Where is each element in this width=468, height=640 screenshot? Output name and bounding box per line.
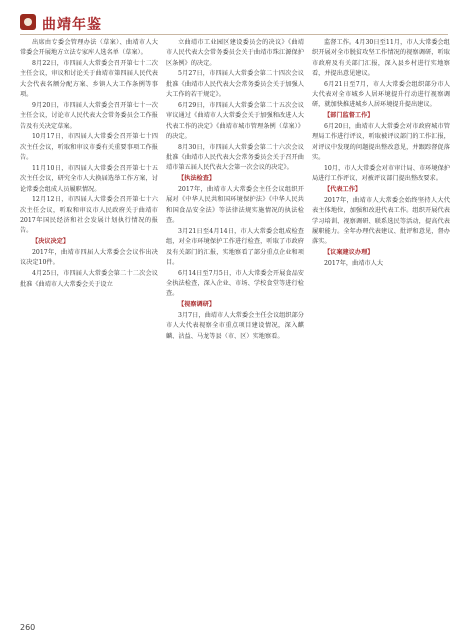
paragraph: 2017年，曲靖市四届人大常委会会议作出决议决定10件。 xyxy=(20,249,158,267)
paragraph: 4月25日，市四届人大常委会第二十二次会议批准《曲靖市人大常委会关于设立 xyxy=(20,270,158,288)
paragraph: 5月27日，市四届人大常委会第二十四次会议批准《曲靖市人民代表大会常务委员会关于加强人大工作的若干规定》。 xyxy=(166,70,304,99)
paragraph: 8月22日，市四届人大常委会召开第七十二次主任会议，审议和讨论关于曲靖市第四届人民代表大会代表名额分配方案、乡镇人大工作条例等事项。 xyxy=(20,60,158,99)
paragraph: 2017年，曲靖市人大 xyxy=(324,259,384,267)
text-column-2 xyxy=(166,38,304,620)
section-heading: 【议案建议办理】 xyxy=(324,249,374,257)
paragraph: 6月14日至7月5日，市人大常委会开展食品安全执法检查，深入企业、市场、学校食堂等进行检查。 xyxy=(166,269,304,298)
section-heading: 【决议决定】 xyxy=(32,238,70,246)
text-column-3 xyxy=(312,38,450,620)
paragraph: 3月7日，曲靖市人大常委会主任会议组织部分市人大代表视察全市重点项目建设情况，深入麒麟、沾益、马龙等县（市、区）实地察看。 xyxy=(166,312,304,340)
paragraph: 6月29日，市四届人大常委会第二十五次会议审议通过《曲靖市人大常委会关于加强和改进人大代表工作的决定》《曲靖市城市管理条例（草案）》的决定。 xyxy=(166,101,304,140)
body-text-columns xyxy=(20,38,450,620)
paragraph: 监督工作。4月30日至11月，市人大常委会组织开展对全市脱贫攻坚工作情况的视察调研，听取市政府及有关部门汇报，深入县乡村进行实地察看，并提出意见建议。 xyxy=(312,39,450,77)
paragraph: 立曲靖市工业园区建设委员会的决议》《曲靖市人民代表大会常务委员会关于曲靖市珠江源保护区条例》的决定。 xyxy=(166,39,304,67)
paragraph: 10月，市人大常委会对市审计局、市环境保护局进行工作评议，对被评议部门提出整改要求。 xyxy=(312,164,450,183)
paragraph: 12月12日，市四届人大常委会召开第七十六次主任会议，听取和审议市人民政府关于曲靖市2017年国民经济和社会发展计划执行情况的报告。 xyxy=(20,196,158,235)
paragraph: 出席由专委会管理办法（草案）、曲靖市人大常委会开展地方立法专家库人选名单（草案）。 xyxy=(20,39,158,57)
section-heading: 【代表工作】 xyxy=(324,186,362,194)
page-header xyxy=(20,12,448,36)
paragraph: 2017年，曲靖市人大常委会始终坚持人大代表主体地位，加强和改进代表工作。组织开展代表学习培训、视察调研、联系选民等活动，提高代表履职能力。全年办理代表建议、批评和意见，督办落实。 xyxy=(312,197,450,246)
section-heading: 【视察调研】 xyxy=(178,301,216,309)
paragraph: 6月21日至7月，市人大常委会组织部分市人大代表对全市城乡人居环境提升行动进行视察调研，就加快推进城乡人居环境提升提出建议。 xyxy=(312,80,450,109)
section-heading: 【执法检查】 xyxy=(178,175,216,183)
paragraph: 11月10日，市四届人大常委会召开第七十五次主任会议，研究全市人大换届选举工作方案，讨论常委会组成人员履职情况。 xyxy=(20,164,158,193)
paragraph: 8月30日，市四届人大常委会第二十六次会议批准《曲靖市人民代表大会常务委员会关于召开曲靖市第五届人民代表大会第一次会议的决定》。 xyxy=(166,143,304,172)
paragraph: 10月17日，市四届人大常委会召开第七十四次主任会议，听取和审议市委有关重要事项工作报告。 xyxy=(20,133,158,162)
paragraph: 9月20日，市四届人大常委会召开第七十一次主任会议，讨论市人民代表大会常务委员会工作报告及有关决定草案。 xyxy=(20,101,158,130)
header-divider xyxy=(20,34,448,35)
page-number: 260 xyxy=(20,623,36,632)
header-title: 曲靖年鉴 xyxy=(42,17,102,33)
paragraph: 2017年，曲靖市人大常委会主任会议组织开展对《中华人民共和国环境保护法》《中华人民共和国食品安全法》等法律法规实施情况的执法检查。 xyxy=(166,186,304,225)
section-heading: 【部门监督工作】 xyxy=(324,112,374,120)
text-column-1 xyxy=(20,38,158,620)
paragraph: 3月21日至4月14日，市人大常委会组成检查组，对全市环境保护工作进行检查，听取了市政府及有关部门的汇报，实地察看了部分重点企业和项目。 xyxy=(166,227,304,266)
yearbook-logo-icon xyxy=(20,14,36,30)
paragraph: 6月20日，曲靖市人大常委会对市政府城市管理局工作进行评议，听取被评议部门的工作汇报，对评议中发现的问题提出整改意见，并跟踪督促落实。 xyxy=(312,123,450,162)
